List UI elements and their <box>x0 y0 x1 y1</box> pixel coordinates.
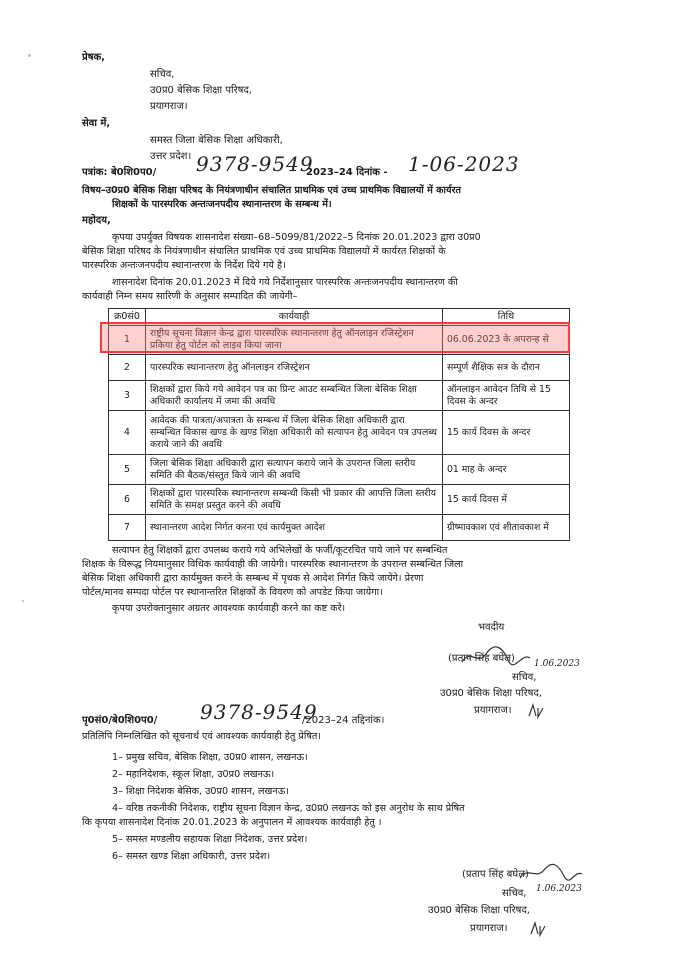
row-action: पारस्परिक स्थानान्तरण हेतु ऑनलाइन रजिस्ट्रेशन <box>146 355 443 381</box>
list-item: 2– महानिदेशक, स्कूल शिक्षा, उ0प्र0 लखनऊ। <box>112 769 275 780</box>
list-item: 4– वरिष्ठ तकनीकी निदेशक, राष्ट्रीय सूचना विज्ञान केन्द्र, उ0प्र0 लखनऊ को इस अनुरोध के साथ प्रेषित <box>112 803 465 814</box>
row-date: 01 माह के अन्दर <box>443 455 570 485</box>
table-row <box>109 411 570 455</box>
list-item: 6– समस्त खण्ड शिक्षा अधिकारी, उत्तर प्रदेश। <box>112 851 271 862</box>
signature-scribble-2 <box>516 862 586 884</box>
table-row <box>109 381 570 411</box>
signatory-city-1: प्रयागराज। <box>474 705 512 716</box>
initials-mark-1 <box>526 700 546 720</box>
row-action: आवेदक की पात्रता/अपात्रता के सम्बन्ध में जिला बेसिक शिक्षा अधिकारी द्वारा सम्बन्धित विकास खण्ड के खण्ड शिक्षा अधिकारी को सत्यापन हेतु आवेदन पत्र उपलब्ध कराये जाने की अवधि <box>146 411 443 455</box>
row-serial: 2 <box>109 355 146 381</box>
signatory-office-2: उ0प्र0 बेसिक शिक्षा परिषद, <box>428 905 530 916</box>
sender-designation: सचिव, <box>150 69 175 80</box>
row-date: 15 कार्य दिवस के अन्दर <box>443 411 570 455</box>
table-row <box>109 455 570 485</box>
row-date: 06.06.2023 के अपरान्ह से <box>443 326 570 355</box>
row-date: ग्रीष्मावकाश एवं शीतावकाश में <box>443 515 570 541</box>
sender-city: प्रयागराज। <box>150 101 188 112</box>
signatory-name-1: (प्रताप सिंह बघेल) <box>448 653 515 664</box>
row-serial: 3 <box>109 381 146 411</box>
para3-line-2: शिक्षक के विरूद्ध नियमानुसार विधिक कार्यवाही की जायेगी। पारस्परिक स्थानान्तरण के उपरान्त सम्बन्धित जिला <box>82 559 464 570</box>
row-serial: 4 <box>109 411 146 455</box>
signatory-city-2: प्रयागराज। <box>470 923 508 934</box>
closing: भवदीय <box>478 622 505 633</box>
sender-office: उ0प्र0 बेसिक शिक्षा परिषद, <box>150 85 252 96</box>
header-date: तिथि <box>443 309 570 326</box>
copy-intro: प्रतिलिपि निम्नलिखित को सूचनार्थ एवं आवश्यक कार्यवाही हेतु प्रेषित। <box>82 731 322 742</box>
signatory-designation-1: सचिव, <box>512 672 537 683</box>
header-serial: क्र0सं0 <box>109 309 146 326</box>
para4: कृपया उपरोक्तानुसार अग्रतर आवश्यक कार्यवाही करने का कष्ट करें। <box>112 603 346 614</box>
row-serial: 5 <box>109 455 146 485</box>
row-date: 15 कार्य दिवस में <box>443 485 570 515</box>
header-action: कार्यवाही <box>146 309 443 326</box>
row-serial: 1 <box>109 326 146 355</box>
table-row <box>109 485 570 515</box>
para1-line-3: पारस्परिक अन्तःजनपदीय स्थानान्तरण के निर्देश दिये गये है। <box>82 260 286 271</box>
ref-handwritten-date: 1-06-2023 <box>408 152 520 176</box>
row-action: शिक्षकों द्वारा पारस्परिक स्थानान्तरण सम्बन्धी किसी भी प्रकार की आपत्ति जिला स्तरीय समिति के समक्ष प्रस्तुत करने की अवधि <box>146 485 443 515</box>
row-serial: 6 <box>109 485 146 515</box>
para3-line-4: पोर्टल/मानव सम्पदा पोर्टल पर स्थानान्तरित शिक्षकों के विवरण को अपडेट किया जायेगा। <box>82 587 383 598</box>
sender-label: प्रेषक, <box>82 52 105 63</box>
copy-ref-handwritten-number: 9378-9549 <box>200 700 318 724</box>
row-serial: 7 <box>109 515 146 541</box>
para2-line-2: कार्यवाही निम्न समय सारिणी के अनुसार सम्पादित की जायेगी– <box>82 291 298 302</box>
row-action: राष्ट्रीय सूचना विज्ञान केन्द्र द्वारा पारस्परिक स्थानान्तरण हेतु ऑनलाइन रजिस्ट्रेशन प्रकिया हेतु पोर्टल को लाइव किया जाना <box>146 326 443 355</box>
list-item: 3– शिक्षा निदेशक बेसिक, उ0प्र0 शासन, लखनऊ। <box>112 786 289 797</box>
recipient-label: सेवा में, <box>82 118 111 129</box>
schedule-table <box>108 308 570 541</box>
list-item: कि कृपया शासनादेश दिनांक 20.01.2023 के अनुपालन में आवश्यक कार्यवाही हेतु । <box>82 817 382 828</box>
table-row <box>109 355 570 381</box>
row-action: जिला बेसिक शिक्षा अधिकारी द्वारा सत्यापन कराये जाने के उपरान्त जिला स्तरीय समिति की बैठक/संस्तुत किये जाने की अवधि <box>146 455 443 485</box>
copy-ref-suffix: /2023–24 तद्दिनांक। <box>302 715 385 726</box>
scan-spot <box>28 54 31 57</box>
signature-scribble-1 <box>456 644 546 670</box>
signatory-designation-2: सचिव, <box>502 888 527 899</box>
table-row <box>109 515 570 541</box>
para1-line-2: बेसिक शिक्षा परिषद के नियंत्रणाधीन संचालित प्राथमिक एवं उच्च प्राथमिक विद्यालयों में कार्यरत शिक्षकों के <box>82 246 446 257</box>
row-date: ऑनलाइन आवेदन तिथि से 15 दिवस के अन्दर <box>443 381 570 411</box>
para3-line-1: सत्यापन हेतु शिक्षकों द्वारा उपलब्ध कराये गये अभिलेखों के फर्जी/कूटरचित पाये जाने पर सम्बन्धित <box>112 545 448 556</box>
ref-handwritten-number: 9378-9549 <box>196 152 314 176</box>
para3-line-3: बेसिक शिक्षा अधिकारी द्वारा कार्यमुक्त करने के सम्बन्ध में पृथक से आदेश निर्गत किये जायेंगे। प्रेरणा <box>82 573 424 584</box>
recipient-state: उत्तर प्रदेश। <box>150 151 192 162</box>
row-date: सम्पूर्ण शैक्षिक सत्र के दौरान <box>443 355 570 381</box>
table-header-row <box>109 309 570 326</box>
row-action: स्थानान्तरण आदेश निर्गत करना एवं कार्यमुक्त आदेश <box>146 515 443 541</box>
signatory-name-2: (प्रताप सिंह बघेल) <box>462 869 529 880</box>
row-action: शिक्षकों द्वारा किये गये आवेदन पत्र का प्रिन्ट आउट सम्बन्धित जिला बेसिक शिक्षा अधिकारी कार्यालय में जमा की अवधि <box>146 381 443 411</box>
ref-year: 2023–24 दिनांक - <box>306 167 388 178</box>
para2-line-1: शासनादेश दिनांक 20.01.2023 में दिये गये निर्देशानुसार पारस्परिक अन्तःजनपदीय स्थानान्तरण की <box>112 277 458 288</box>
ref-prefix: पत्रांक: बे0शि0प0/ <box>82 167 157 178</box>
scan-spot <box>22 600 24 602</box>
initials-mark-2 <box>528 918 548 938</box>
recipient-designation: समस्त जिला बेसिक शिक्षा अधिकारी, <box>150 135 283 146</box>
signature-date-1: 1.06.2023 <box>534 659 580 669</box>
copy-ref-prefix: पृ0सं0/बे0शि0प0/ <box>82 715 158 726</box>
subject-line-1: विषय–उ0प्र0 बेसिक शिक्षा परिषद के नियंत्रणाधीन संचालित प्राथमिक एवं उच्च प्राथमिक विद्यालयों में कार्यरत <box>82 185 461 196</box>
salutation: महोदय, <box>82 215 111 226</box>
para1-line-1: कृपया उपर्युक्त विषयक शासनादेश संख्या–68–5099/81/2022–5 दिनांक 20.01.2023 द्वारा उ0प्र0 <box>112 232 481 243</box>
subject-line-2: शिक्षकों के पारस्परिक अन्तःजनपदीय स्थानान्तरण के सम्बन्ध में। <box>112 199 332 210</box>
list-item: 5– समस्त मण्डलीय सहायक शिक्षा निदेशक, उत्तर प्रदेश। <box>112 834 308 845</box>
signatory-office-1: उ0प्र0 बेसिक शिक्षा परिषद, <box>440 688 542 699</box>
signature-date-2: 1.06.2023 <box>536 884 582 894</box>
table-row <box>109 326 570 355</box>
list-item: 1– प्रमुख सचिव, बेसिक शिक्षा, उ0प्र0 शासन, लखनऊ। <box>112 752 308 763</box>
